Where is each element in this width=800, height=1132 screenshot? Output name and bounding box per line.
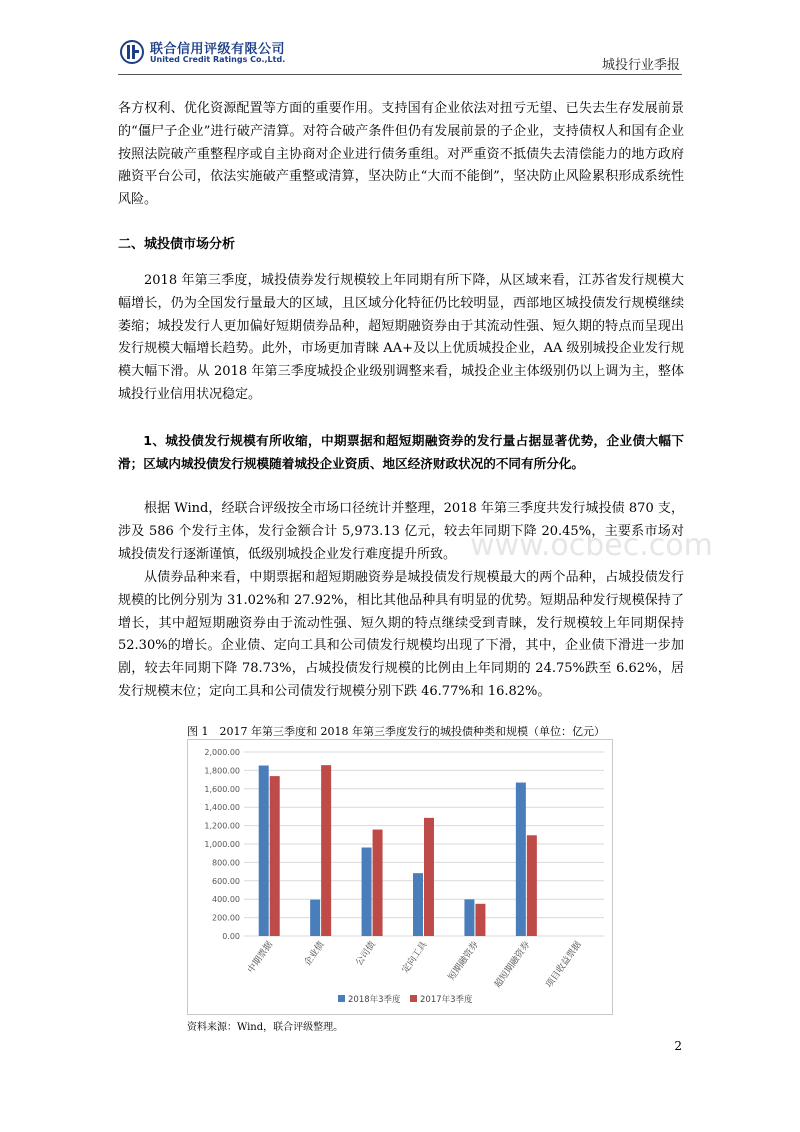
y-tick-label: 1,800.00	[204, 766, 240, 776]
legend-label: 2017年3季度	[420, 995, 473, 1005]
report-title: 城投行业季报	[601, 58, 680, 73]
bar-2017q3	[321, 765, 331, 936]
legend-label: 2018年3季度	[348, 995, 401, 1005]
figure-caption: 图 1 2017 年第三季度和 2018 年第三季度发行的城投债种类和规模（单位：亿元）	[187, 725, 605, 738]
bar-2018q3	[516, 783, 526, 936]
logo-company-en: United Credit Ratings Co.,Ltd.	[150, 55, 286, 64]
watermark: www.ocbec.com	[470, 528, 713, 563]
paragraph-5: 从债券品种来看，中期票据和超短期融资券是城投债发行规模最大的两个品种，占城投债发行规模的比例分别为 31.02%和 27.92%，相比其他品种具有明显的优势。短期品种发行规模保持了增长，其中超短期融资券由于流动性强、短久期的特点继续受到青睐，发行规模较上年同期保持 52.30%的增长。企业债、定向工具和公司债发行规模均出现了下滑，其中，企业债下滑进一步加剧，较去年同期下降 78.73%，占城投债发行规模的比例由上年同期的 24.75%跌至 6.62%，居发行规模末位；定向工具和公司债发行规模分别下跌 46.77%和 16.82%。	[118, 570, 684, 699]
legend-swatch	[410, 995, 417, 1002]
paragraph-1: 各方权利、优化资源配置等方面的重要作用。支持国有企业依法对扭亏无望、已失去生存发展前景的“僵尸子企业”进行破产清算。对符合破产条件但仍有发展前景的子企业，支持债权人和国有企业按照法院破产重整程序或自主协商对企业进行债务重组。对严重资不抵债失去清偿能力的地方政府融资平台公司，依法实施破产重整或清算，坚决防止“大而不能倒”，坚决防止风险累积形成系统性风险。	[118, 101, 684, 208]
y-tick-label: 800.00	[212, 858, 240, 868]
bar-2017q3	[527, 835, 537, 936]
bar-2018q3	[413, 873, 423, 936]
y-tick-label: 1,200.00	[204, 821, 240, 831]
y-tick-label: 600.00	[212, 876, 240, 886]
x-category-label: 短期融资券	[446, 939, 481, 983]
x-category-label: 企业债	[302, 939, 327, 968]
logo-mark-icon	[120, 40, 146, 64]
y-tick-label: 1,600.00	[204, 784, 240, 794]
bar-2017q3	[475, 904, 485, 936]
x-category-label: 超短期融资券	[493, 939, 533, 990]
bar-2018q3	[259, 766, 269, 936]
subsection-heading: 1、城投债发行规模有所收缩，中期票据和超短期融资券的发行量占据显著优势，企业债大幅下滑；区域内城投债发行规模随着城投企业资质、地区经济财政状况的不同有所分化。	[118, 433, 684, 471]
logo-company-cn: 联合信用评级有限公司	[150, 42, 286, 57]
x-category-label: 中期票据	[246, 939, 276, 976]
x-category-label: 公司债	[354, 939, 379, 968]
page-number: 2	[674, 1039, 682, 1053]
x-category-label: 定向工具	[400, 939, 430, 976]
y-tick-label: 0.00	[222, 932, 240, 941]
bar-2017q3	[424, 818, 434, 936]
chart-canvas	[188, 740, 612, 1014]
y-tick-label: 200.00	[212, 913, 240, 923]
header-divider	[118, 74, 682, 75]
bar-2017q3	[270, 776, 280, 936]
y-tick-label: 1,400.00	[204, 803, 240, 813]
y-tick-label: 2,000.00	[204, 748, 240, 757]
bar-2018q3	[464, 899, 474, 936]
y-tick-label: 400.00	[212, 895, 240, 905]
paragraph-4: 根据 Wind，经联合评级按全市场口径统计并整理，2018 年第三季度共发行城投债 870 支，涉及 586 个发行主体，发行金额合计 5,973.13 亿元，较去年同期下降 20.45%，主要系市场对城投债发行逐渐谨慎，低级别城投企业发行难度提升所致。	[118, 501, 684, 562]
bar-chart	[187, 739, 613, 1015]
bar-2018q3	[310, 900, 320, 936]
legend-swatch	[338, 995, 345, 1002]
paragraph-2: 2018 年第三季度，城投债券发行规模较上年同期有所下降，从区域来看，江苏省发行规模大幅增长，仍为全国发行量最大的区域，且区域分化特征仍比较明显，西部地区城投债发行规模继续萎缩；城投发行人更加偏好短期债券品种，超短期融资券由于其流动性强、短久期的特点而呈现出发行规模大幅增长趋势。此外，市场更加青睐 AA+及以上优质城投企业，AA 级别城投企业发行规模大幅下滑。从 2018 年第三季度城投企业级别调整来看，城投企业主体级别仍以上调为主，整体城投行业信用状况稳定。	[118, 273, 684, 402]
bar-2018q3	[362, 847, 372, 936]
y-tick-label: 1,000.00	[204, 840, 240, 849]
x-category-label: 项目收益票据	[544, 939, 584, 990]
source-note: 资料来源：Wind，联合评级整理。	[187, 1022, 344, 1033]
company-logo	[120, 38, 310, 68]
bar-2017q3	[373, 830, 383, 936]
section-heading: 二、城投债市场分析	[118, 237, 236, 252]
